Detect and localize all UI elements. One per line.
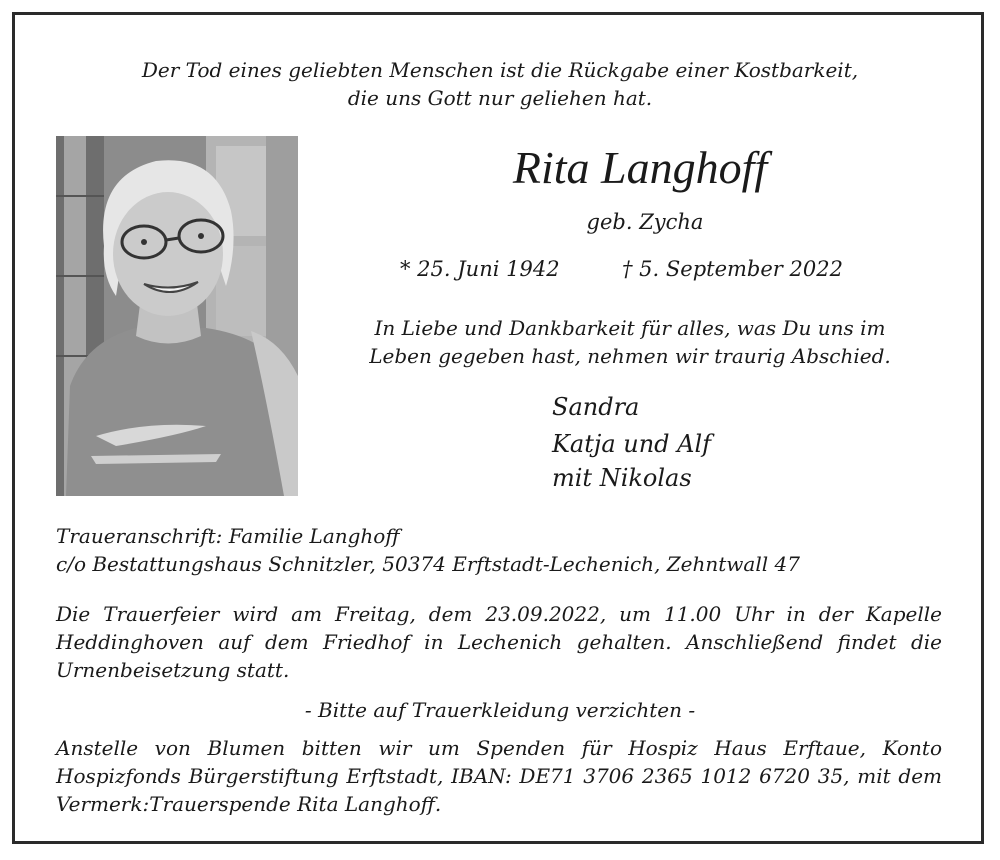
address-line-2: c/o Bestattungshaus Schnitzler, 50374 Erftstadt-Lechenich, Zehntwall 47 bbox=[56, 552, 800, 576]
family-member: Katja und Alf bbox=[552, 430, 712, 458]
deceased-name: Rita Langhoff bbox=[512, 142, 768, 193]
family-member: mit Nikolas bbox=[552, 464, 692, 492]
birth-name: geb. Zycha bbox=[586, 210, 704, 234]
ceremony-line-3: Urnenbeisetzung statt. bbox=[56, 658, 290, 682]
death-date: † 5. September 2022 bbox=[622, 257, 843, 281]
donation-line-1: Anstelle von Blumen bitten wir um Spenden für Hospiz Haus Erftaue, Konto bbox=[56, 736, 942, 760]
farewell-line-1: In Liebe und Dankbarkeit für alles, was Du uns im bbox=[374, 316, 886, 340]
motto-line-1: Der Tod eines geliebten Menschen ist die Rückgabe einer Kostbarkeit, bbox=[141, 58, 859, 82]
address-line-1: Traueranschrift: Familie Langhoff bbox=[56, 524, 400, 548]
farewell-line-2: Leben gegeben hast, nehmen wir traurig Abschied. bbox=[369, 344, 891, 368]
clothing-note: - Bitte auf Trauerkleidung verzichten - bbox=[304, 698, 696, 722]
donation-line-2: Hospizfonds Bürgerstiftung Erftstadt, IBAN: DE71 3706 2365 1012 6720 35, mit dem bbox=[56, 764, 942, 788]
family-member: Sandra bbox=[552, 393, 640, 421]
birth-date: * 25. Juni 1942 bbox=[400, 257, 560, 281]
ceremony-line-2: Heddinghoven auf dem Friedhof in Lechenich gehalten. Anschließend findet die bbox=[56, 630, 942, 654]
ceremony-line-1: Die Trauerfeier wird am Freitag, dem 23.09.2022, um 11.00 Uhr in der Kapelle bbox=[56, 602, 942, 626]
portrait-photo bbox=[56, 136, 298, 496]
donation-line-3: Vermerk:Trauerspende Rita Langhoff. bbox=[56, 792, 442, 816]
motto-line-2: die uns Gott nur geliehen hat. bbox=[347, 86, 653, 110]
